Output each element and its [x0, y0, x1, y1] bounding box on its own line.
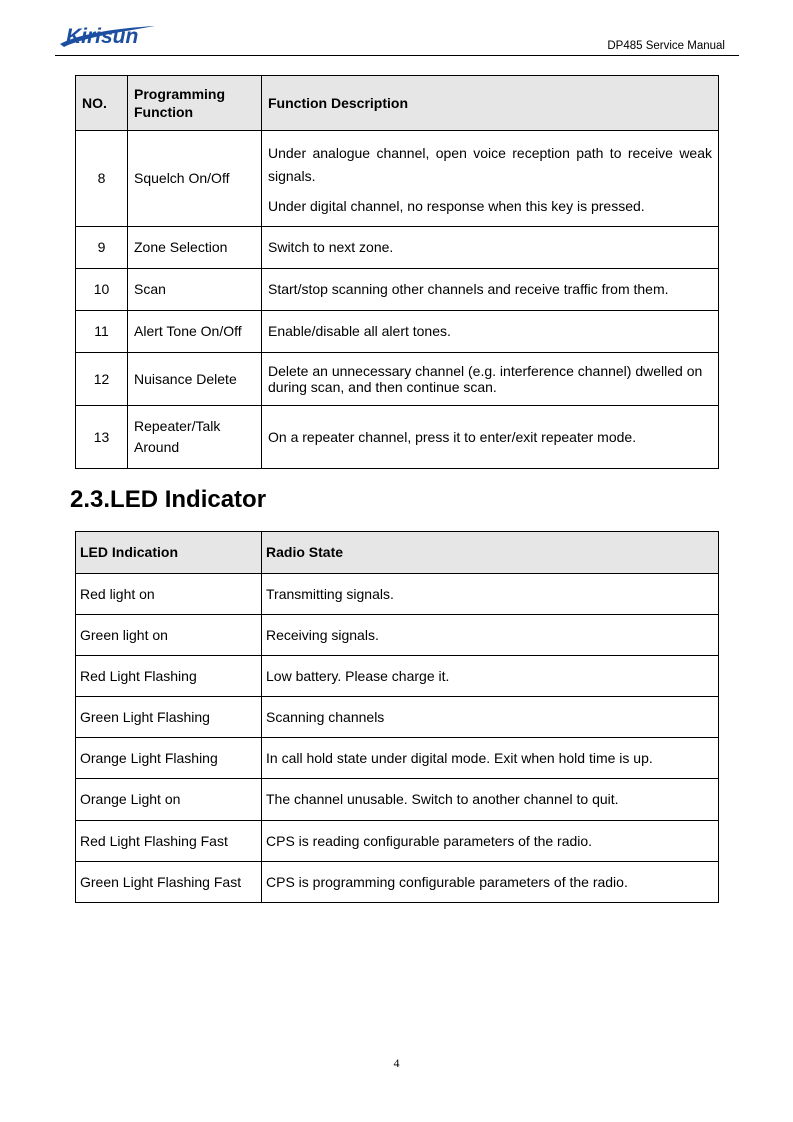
- table-row: [76, 615, 719, 656]
- row-description: On a repeater channel, press it to enter/exit repeater mode.: [262, 406, 719, 469]
- table-row: [76, 269, 719, 311]
- table-row: [76, 574, 719, 615]
- row-function: Scan: [128, 269, 262, 311]
- table-row: [76, 821, 719, 862]
- kirisun-logo-mark: [58, 20, 158, 50]
- table-row: [76, 779, 719, 821]
- header-function-description: Function Description: [262, 76, 719, 131]
- page-number: 4: [393, 1056, 400, 1070]
- table-row: [76, 862, 719, 903]
- table-row: [76, 697, 719, 738]
- radio-state: CPS is programming configurable parameters of the radio.: [262, 862, 719, 903]
- row-no: 10: [76, 269, 128, 311]
- row-no: 9: [76, 227, 128, 269]
- radio-state: Receiving signals.: [262, 615, 719, 656]
- programming-function-table: [75, 75, 719, 469]
- table-row: [76, 353, 719, 406]
- led-indication: Red light on: [76, 574, 262, 615]
- header-led-indication: LED Indication: [76, 532, 262, 574]
- page-header: [0, 0, 793, 60]
- section-heading: 2.3.LED Indicator: [70, 486, 267, 513]
- led-indication: Green Light Flashing: [76, 697, 262, 738]
- led-indication: Red Light Flashing: [76, 656, 262, 697]
- table-row: [76, 738, 719, 779]
- header-programming-function: Programming Function: [128, 76, 262, 131]
- table-header-row: [76, 532, 719, 574]
- kirisun-logo: [58, 20, 158, 60]
- row-description: Enable/disable all alert tones.: [262, 311, 719, 353]
- led-indication: Orange Light Flashing: [76, 738, 262, 779]
- row-no: 12: [76, 353, 128, 406]
- table-row: [76, 227, 719, 269]
- logo-text: Kirisun: [66, 25, 139, 48]
- header-radio-state: Radio State: [262, 532, 719, 574]
- radio-state: In call hold state under digital mode. Exit when hold time is up.: [262, 738, 719, 779]
- table-header-row: [76, 76, 719, 131]
- manual-title: DP485 Service Manual: [607, 40, 725, 52]
- description-paragraph: Under digital channel, no response when this key is pressed.: [268, 197, 645, 214]
- led-indication: Orange Light on: [76, 779, 262, 821]
- table-row: [76, 406, 719, 469]
- led-indication: Red Light Flashing Fast: [76, 821, 262, 862]
- header-no: NO.: [76, 76, 128, 131]
- header-divider: [55, 55, 739, 56]
- row-description: [262, 131, 719, 227]
- table-row: [76, 311, 719, 353]
- row-no: 13: [76, 406, 128, 469]
- radio-state: The channel unusable. Switch to another channel to quit.: [262, 779, 719, 821]
- row-no: 8: [76, 131, 128, 227]
- radio-state: Low battery. Please charge it.: [262, 656, 719, 697]
- led-indication: Green Light Flashing Fast: [76, 862, 262, 903]
- row-function: Nuisance Delete: [128, 353, 262, 406]
- row-function: Alert Tone On/Off: [128, 311, 262, 353]
- row-function: Repeater/Talk Around: [128, 406, 262, 469]
- row-no: 11: [76, 311, 128, 353]
- table-row: [76, 131, 719, 227]
- radio-state: CPS is reading configurable parameters of the radio.: [262, 821, 719, 862]
- row-description: Switch to next zone.: [262, 227, 719, 269]
- radio-state: Transmitting signals.: [262, 574, 719, 615]
- radio-state: Scanning channels: [262, 697, 719, 738]
- row-function: Zone Selection: [128, 227, 262, 269]
- led-indicator-table: [75, 531, 719, 903]
- row-description: Delete an unnecessary channel (e.g. interference channel) dwelled on during scan, and then continue scan.: [262, 353, 719, 406]
- description-paragraph: Under analogue channel, open voice reception path to receive weak signals.: [268, 144, 712, 184]
- led-indication: Green light on: [76, 615, 262, 656]
- row-function: Squelch On/Off: [128, 131, 262, 227]
- row-description: Start/stop scanning other channels and receive traffic from them.: [262, 269, 719, 311]
- table-row: [76, 656, 719, 697]
